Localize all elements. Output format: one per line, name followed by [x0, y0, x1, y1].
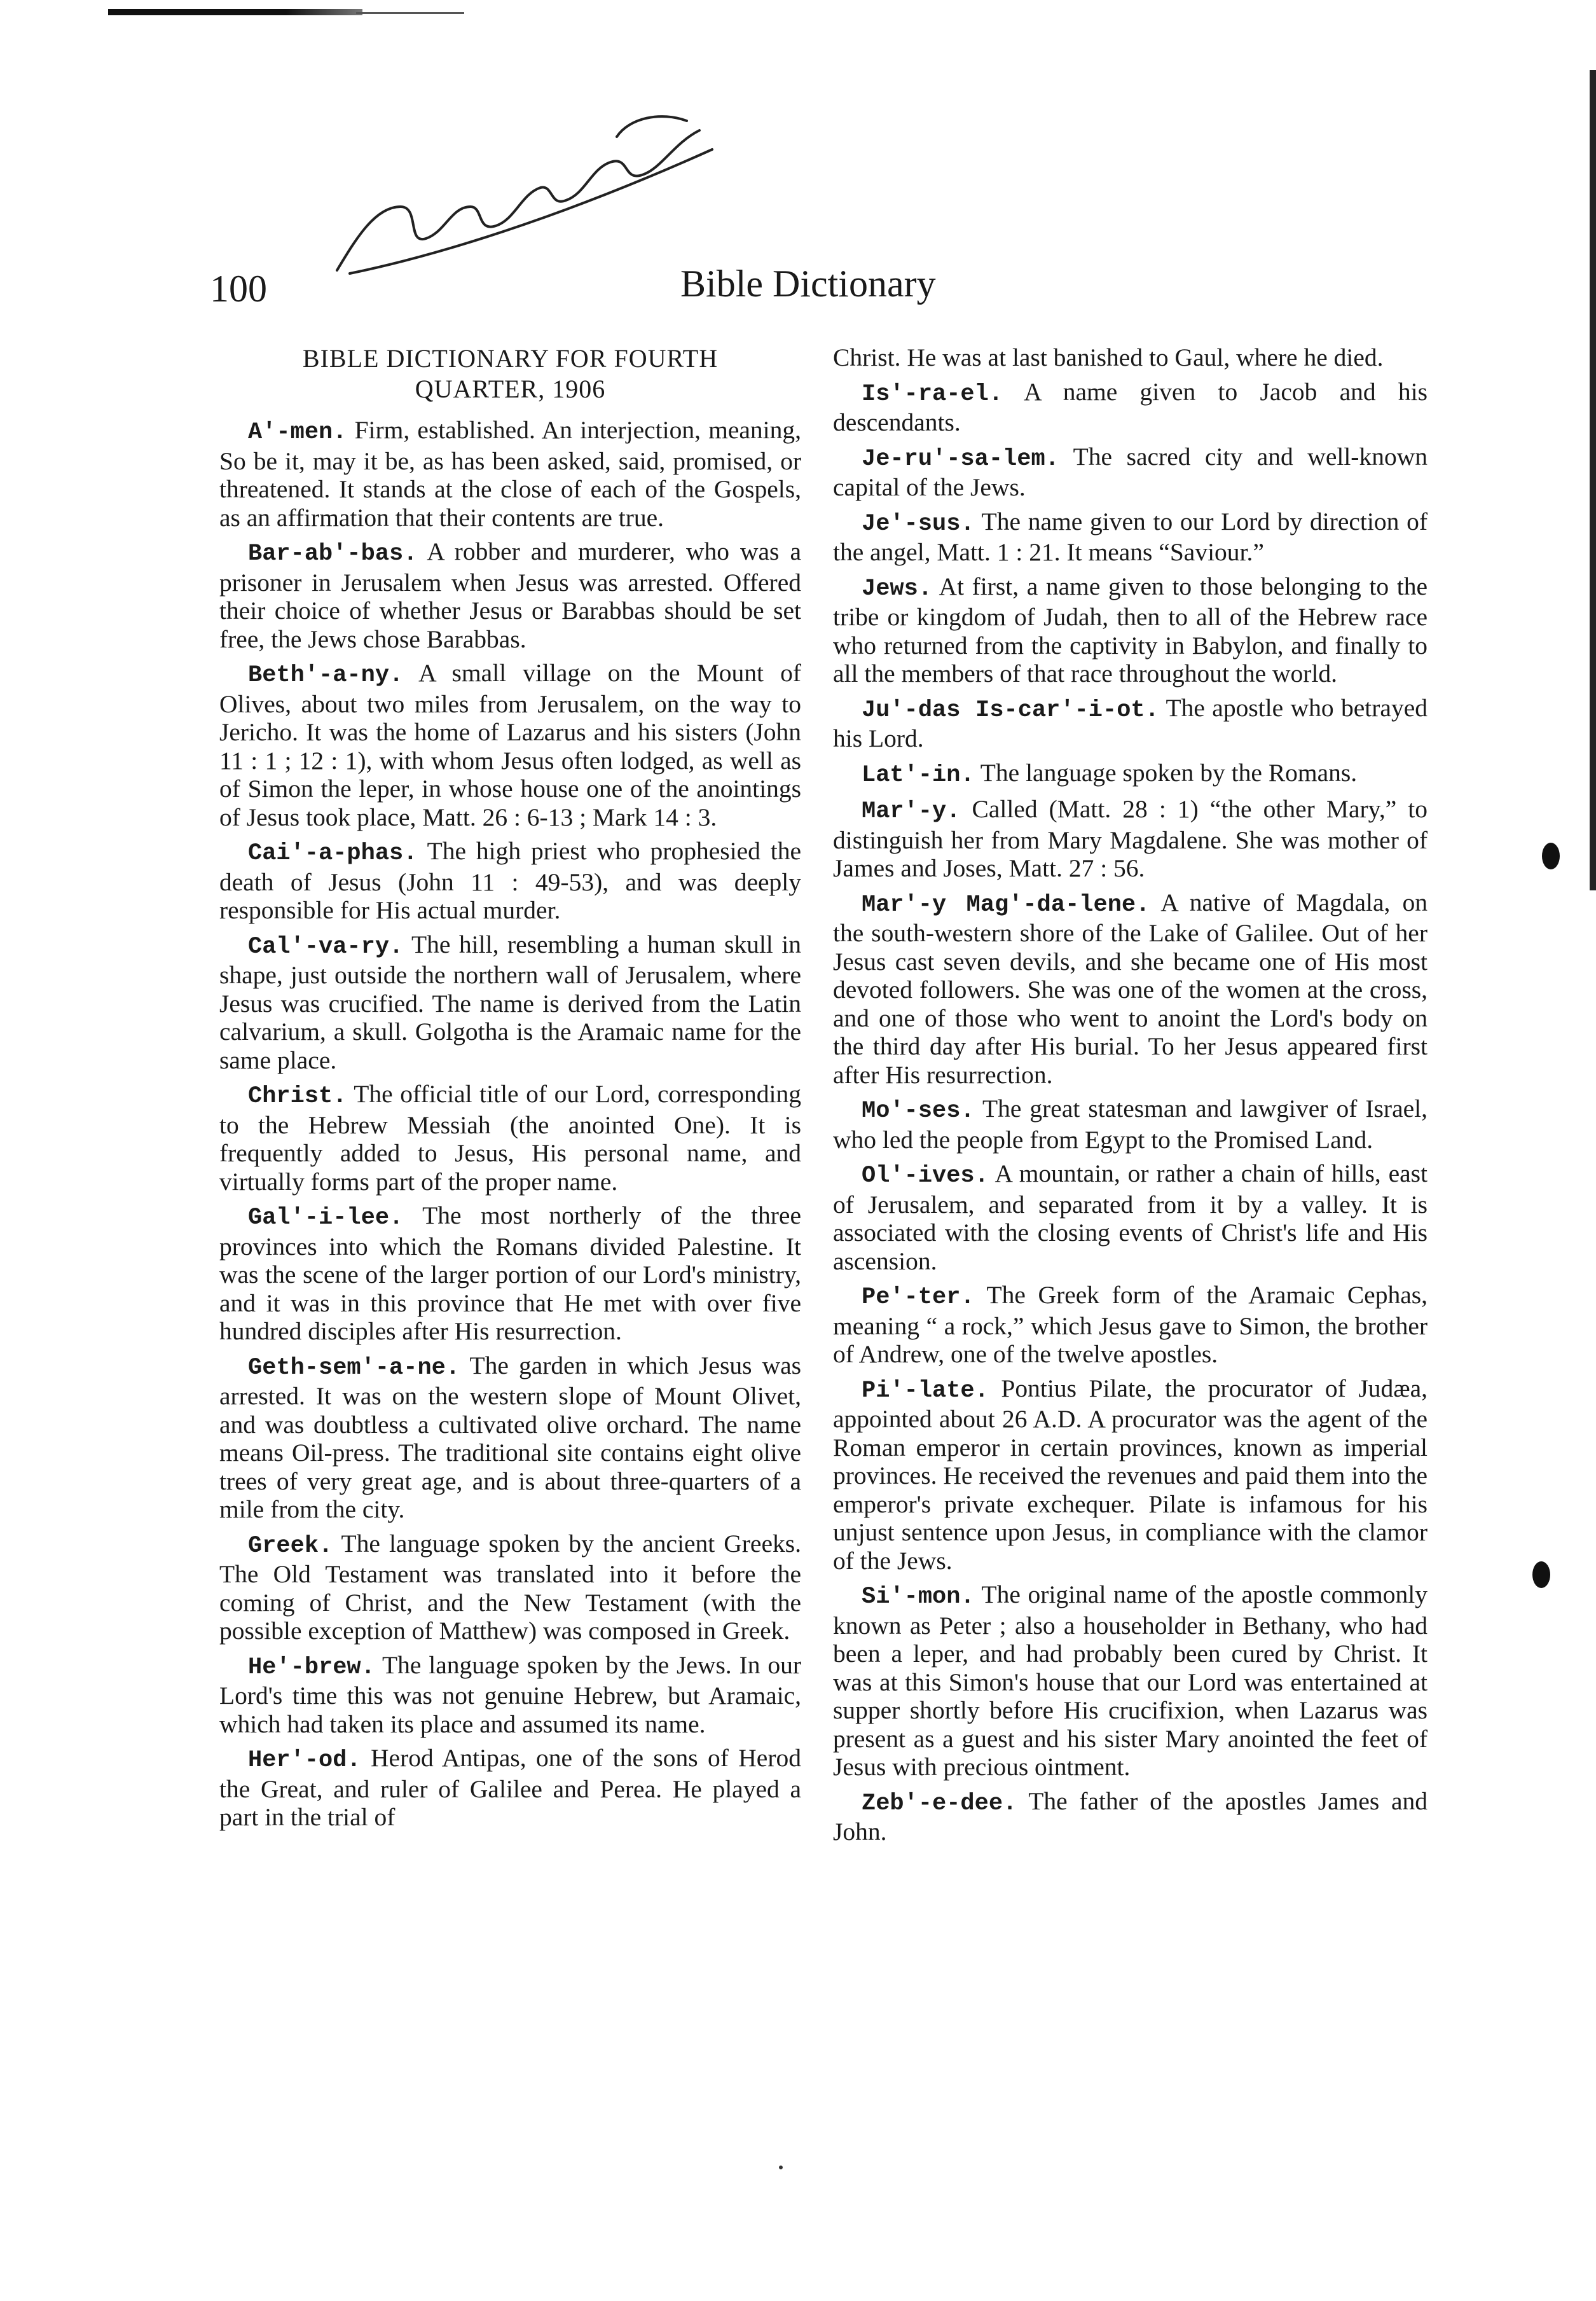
entry-headword: Jews. [862, 575, 933, 602]
dictionary-entry [833, 795, 1427, 883]
entry-definition: The language spoken by the Romans. [974, 758, 1358, 787]
entry-headword: Christ. [248, 1083, 347, 1110]
dictionary-entry [833, 1374, 1427, 1575]
entry-headword: Mar′-y. [862, 798, 961, 825]
page-edge-shadow [1590, 70, 1596, 890]
page-number: 100 [210, 268, 267, 310]
entry-definition: Christ. He was at last banished to Gaul, where he died. [833, 343, 1384, 371]
dictionary-entry [833, 694, 1427, 753]
entry-definition: The original name of the apostle commonly known as Peter ; also a householder in Bethany, who had been a leper, and had probably been cured by Christ. It was at this Simon's house that our Lord was entertained at supper shortly before His crucifixion, when Lazarus was present as a guest and his sister Mary anointed the feet of Jesus with precious ointment. [833, 1580, 1427, 1781]
running-head: Bible Dictionary [680, 263, 936, 305]
entry-definition: At first, a name given to those belonging to the tribe or kingdom of Judah, then to all of the Hebrew race who returned from the captivity in Babylon, and finally to all the members of that race throughout the world. [833, 572, 1427, 688]
entry-headword: Beth′-a-ny. [248, 662, 404, 689]
left-column [219, 343, 801, 1837]
section-heading [219, 343, 801, 404]
entry-headword: Mar′-y Mag′-da-lene. [862, 891, 1150, 918]
entry-headword: He′-brew. [248, 1654, 375, 1681]
entry-headword: Si′-mon. [862, 1584, 975, 1610]
dictionary-entry [833, 443, 1427, 502]
dictionary-entry [219, 930, 801, 1075]
entry-headword: Cal′-va-ry. [248, 933, 404, 960]
entry-headword: Je′-sus. [862, 510, 975, 537]
dictionary-entry [833, 888, 1427, 1089]
entry-definition: The most northerly of the three provinces into which the Romans divided Palestine. It was the scene of the larger portion of our Lord's ministry, and it was in this province that He met with over five hundred disciples after His resurrection. [219, 1201, 801, 1345]
entry-definition: A native of Magdala, on the south-western shore of the Lake of Galilee. Out of her Jesus cast seven devils, and she became one of His most devoted followers. She was one of the women at the cross, and one of those who went to anoint the Lord's body on the third day after His burial. To her Jesus appeared first after His resurrection. [833, 888, 1427, 1089]
entry-headword: Mo′-ses. [862, 1098, 975, 1124]
dictionary-entry [833, 1159, 1427, 1275]
entry-definition: The name given to our Lord by direction of the angel, Matt. 1 : 21. It means “Saviour.” [833, 507, 1427, 566]
entry-definition: The hill, resembling a human skull in shape, just outside the northern wall of Jerusalem, where Jesus was crucified. The name is derived from the Latin calvarium, a skull. Golgotha is the Aramaic name for the same place. [219, 930, 801, 1074]
entry-definition: The high priest who prophesied the death of Jesus (John 11 : 49-53), and was deeply responsible for His actual murder. [219, 837, 801, 924]
entry-headword: Pe′-ter. [862, 1284, 975, 1311]
right-column [833, 343, 1427, 1852]
entry-definition: Pontius Pilate, the procurator of Judæa, appointed about 26 A.D. A procurator was the agent of the Roman emperor in certain provinces, known as imperial provinces. He received the revenues and paid them into the emperor's private exchequer. Pilate is infamous for his unjust sentence upon Jesus, in compliance with the clamor of the Jews. [833, 1374, 1427, 1575]
dictionary-entry [833, 508, 1427, 567]
entry-definition: A small village on the Mount of Olives, about two miles from Jerusalem, on the way to Jericho. It was the home of Lazarus and his sisters (John 11 : 1 ; 12 : 1), with whom Jesus often lodged, as well as of Simon the leper, in whose house one of the anointings of Jesus took place, Matt. 26 : 6-13 ; Mark 14 : 3. [219, 659, 801, 831]
entry-definition: The great statesman and lawgiver of Israel, who led the people from Egypt to the Promised Land. [833, 1095, 1427, 1154]
dictionary-entry [833, 1580, 1427, 1781]
dictionary-entry [219, 1201, 801, 1346]
entry-definition: The Greek form of the Aramaic Cephas, meaning “ a rock,” which Jesus gave to Simon, the brother of Andrew, one of the twelve apostles. [833, 1281, 1427, 1368]
dictionary-entry [219, 1744, 801, 1832]
entry-headword: Bar-ab′-bas. [248, 541, 418, 567]
top-scan-rule [108, 9, 362, 15]
entry-headword: Pi′-late. [862, 1377, 989, 1404]
heading-line-2: QUARTER, 1906 [415, 375, 606, 403]
dictionary-entry [219, 1530, 801, 1645]
entry-headword: Ju′-das Is-car′-i-ot. [862, 696, 1159, 724]
entry-headword: Lat′-in. [862, 761, 975, 789]
entry-headword: Cai′-a-phas. [248, 840, 418, 867]
entry-headword: Zeb′-e-dee. [862, 1790, 1017, 1817]
dictionary-entry [219, 1080, 801, 1196]
binding-hole [1532, 1561, 1550, 1588]
entry-headword: A′-men. [248, 419, 347, 446]
dictionary-entry [833, 759, 1427, 790]
entry-headword: Gal′-i-lee. [248, 1205, 404, 1231]
dictionary-entry [219, 1651, 801, 1739]
dictionary-entry [219, 659, 801, 831]
dictionary-entry [833, 378, 1427, 437]
dictionary-entry [219, 416, 801, 532]
entry-headword: Is′-ra-el. [862, 380, 1003, 408]
entry-headword: Greek. [248, 1532, 333, 1559]
entry-headword: Ol′-ives. [862, 1163, 989, 1189]
entry-definition: Firm, established. An interjection, meaning, So be it, may it be, as has been asked, said, promised, or threatened. It stands at the close of each of the Gospels, as an affirmation that their contents are true. [219, 416, 801, 532]
entry-definition: A robber and murderer, who was a prisoner in Jerusalem when Jesus was arrested. Offered their choice of whether Jesus or Barabbas should be set free, the Jews chose Barabbas. [219, 537, 801, 653]
entry-definition: The language spoken by the ancient Greeks. The Old Testament was translated into it before the coming of Christ, and the New Testament (with the possible exception of Matthew) was composed in Greek. [219, 1529, 801, 1645]
entry-definition: The apostle who betrayed his Lord. [833, 693, 1427, 752]
dictionary-entry [833, 1281, 1427, 1369]
dictionary-entry [833, 1095, 1427, 1154]
dictionary-entry [219, 837, 801, 925]
entry-definition: The language spoken by the Jews. In our Lord's time this was not genuine Hebrew, but Aramaic, which had taken its place and assumed its name. [219, 1650, 801, 1738]
stray-mark [779, 2166, 783, 2169]
dictionary-entry [219, 537, 801, 653]
entry-headword: Geth-sem′-a-ne. [248, 1354, 460, 1381]
dictionary-entry [833, 1787, 1427, 1846]
binding-hole [1542, 843, 1560, 869]
entry-definition: Herod Antipas, one of the sons of Herod the Great, and ruler of Galilee and Perea. He played a part in the trial of [219, 1744, 801, 1831]
entry-definition: The sacred city and well-known capital of the Jews. [833, 442, 1427, 501]
entry-definition: The father of the apostles James and John. [833, 1786, 1427, 1846]
heading-line-1: BIBLE DICTIONARY FOR FOURTH [302, 344, 719, 373]
dictionary-entry [833, 572, 1427, 688]
dictionary-entry [219, 1351, 801, 1524]
entry-definition: The garden in which Jesus was arrested. It was on the western slope of Mount Olivet, and was doubtless a cultivated olive orchard. The name means Oil-press. The traditional site contains eight olive trees of very great age, and is about three-quarters of a mile from the city. [219, 1351, 801, 1523]
entry-definition: Called (Matt. 28 : 1) “the other Mary,” to distinguish her from Mary Magdalene. She was mother of James and Joses, Matt. 27 : 56. [833, 795, 1427, 882]
entry-definition: A mountain, or rather a chain of hills, east of Jerusalem, and separated from it by a valley. It is associated with the closing events of Christ's life and His ascension. [833, 1159, 1427, 1275]
top-scan-rule-thin [356, 12, 464, 14]
entry-headword: Her′-od. [248, 1747, 361, 1774]
handwritten-signature [331, 111, 725, 283]
entry-definition: A name given to Jacob and his descendants. [833, 377, 1427, 436]
entry-headword: Je-ru′-sa-lem. [862, 445, 1059, 473]
dictionary-entry [833, 343, 1427, 372]
entry-definition: The official title of our Lord, corresponding to the Hebrew Messiah (the anointed One). It is frequently added to Jesus, His personal name, and virtually forms part of the proper name. [219, 1080, 801, 1196]
